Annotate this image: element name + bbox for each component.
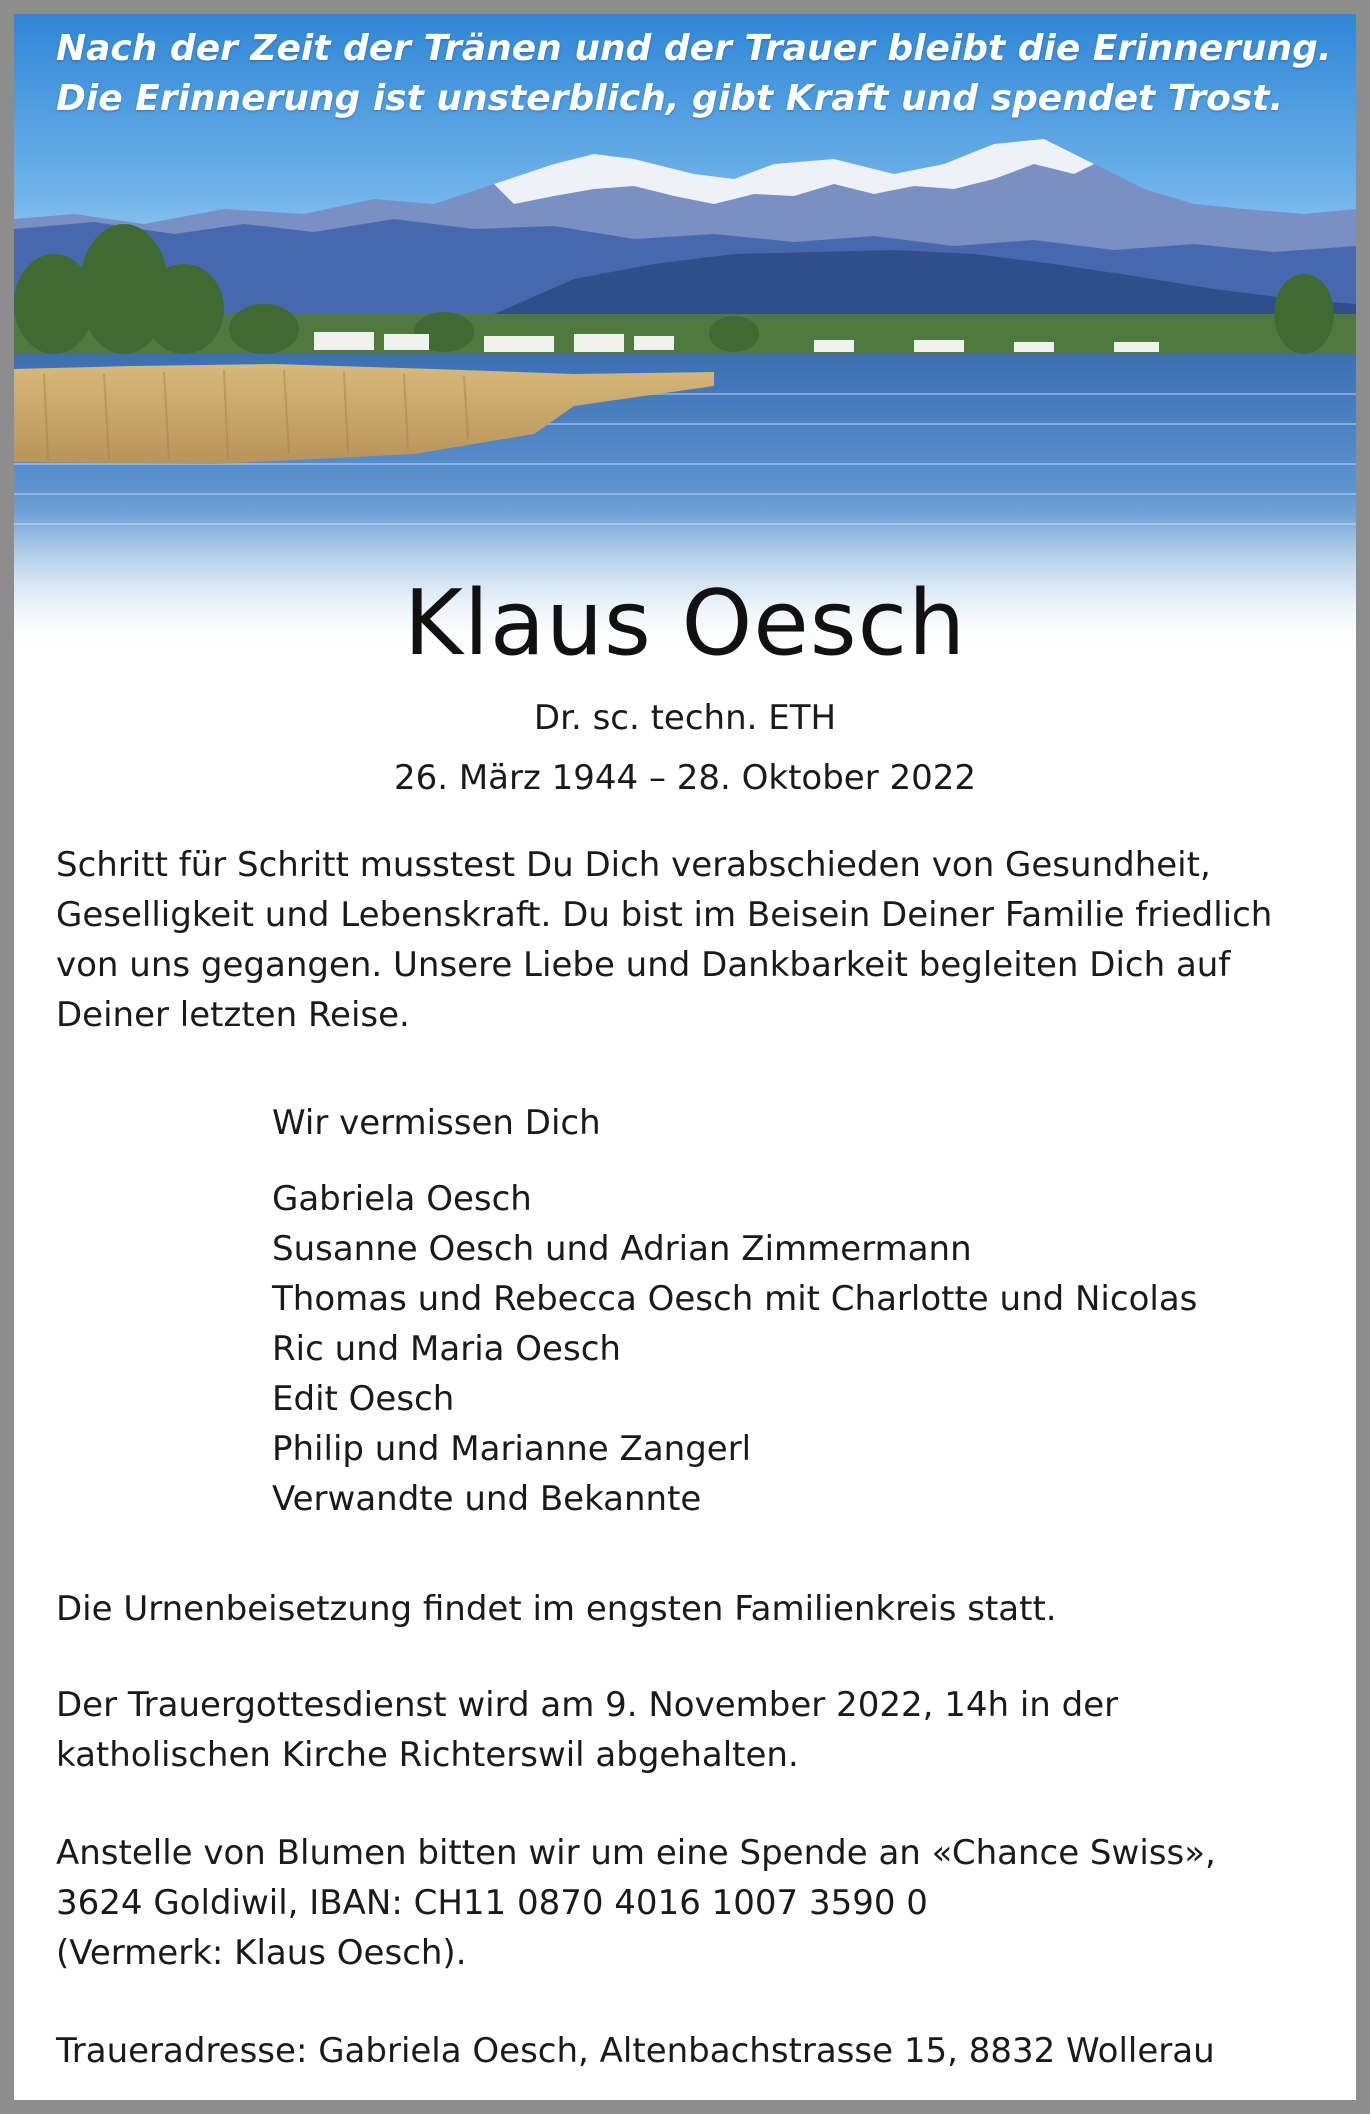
donation-line: 3624 Goldiwil, IBAN: CH11 0870 4016 1007 3590 0	[56, 1883, 928, 1923]
mourners-list	[272, 1174, 1197, 1524]
intro-line: Geselligkeit und Lebenskraft. Du bist im Beisein Deiner Familie friedlich	[56, 895, 1273, 935]
burial-notice: Die Urnenbeisetzung findet im engsten Familienkreis statt.	[56, 1589, 1057, 1629]
mourner-name: Susanne Oesch und Adrian Zimmermann	[272, 1229, 972, 1269]
quote-block	[56, 24, 1332, 124]
mourner-name: Ric und Maria Oesch	[272, 1329, 621, 1369]
miss-line: Wir vermissen Dich	[272, 1103, 601, 1143]
intro-line: Deiner letzten Reise.	[56, 995, 410, 1035]
quote-line-1: Nach der Zeit der Tränen und der Trauer bleibt die Erinnerung.	[56, 28, 1332, 69]
service-line: Der Trauergottesdienst wird am 9. November 2022, 14h in der	[56, 1685, 1119, 1725]
mourner-name: Verwandte und Bekannte	[272, 1479, 702, 1519]
life-dates: 26. März 1944 – 28. Oktober 2022	[393, 758, 977, 798]
mourner-name: Thomas und Rebecca Oesch mit Charlotte und Nicolas	[272, 1279, 1198, 1319]
mourner-name: Philip und Marianne Zangerl	[272, 1429, 752, 1469]
donation-line: (Vermerk: Klaus Oesch).	[56, 1933, 467, 1973]
academic-title: Dr. sc. techn. ETH	[533, 698, 837, 738]
intro-line: von uns gegangen. Unsere Liebe und Dankbarkeit begleiten Dich auf	[56, 945, 1231, 985]
mourner-name: Edit Oesch	[272, 1379, 455, 1419]
deceased-name: Klaus Oesch	[403, 571, 967, 676]
donation-notice	[56, 1828, 1216, 1978]
intro-paragraph	[56, 840, 1272, 1040]
service-line: katholischen Kirche Richterswil abgehalten.	[56, 1735, 799, 1775]
service-notice	[56, 1680, 1118, 1780]
mourning-address: Traueradresse: Gabriela Oesch, Altenbachstrasse 15, 8832 Wollerau	[56, 2031, 1215, 2071]
intro-line: Schritt für Schritt musstest Du Dich verabschieden von Gesundheit,	[56, 845, 1211, 885]
quote-line-2: Die Erinnerung ist unsterblich, gibt Kraft und spendet Trost.	[56, 78, 1284, 119]
donation-line: Anstelle von Blumen bitten wir um eine Spende an «Chance Swiss»,	[56, 1833, 1216, 1873]
mourner-name: Gabriela Oesch	[272, 1179, 532, 1219]
